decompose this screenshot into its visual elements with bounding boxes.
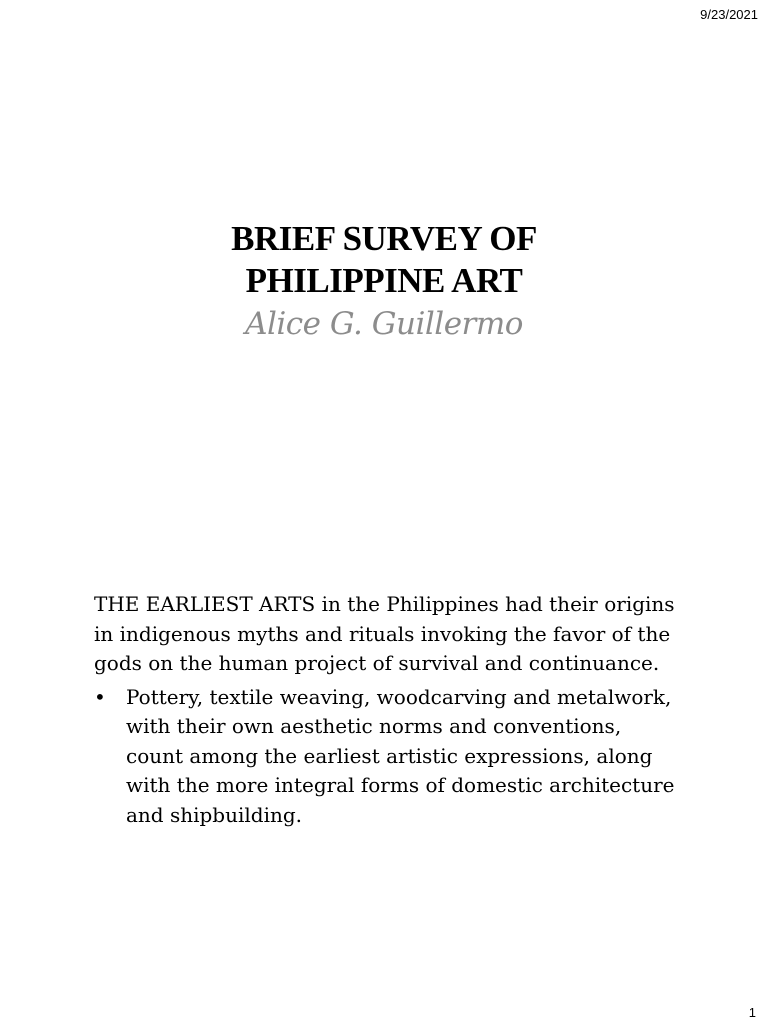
slide-body <box>94 590 684 830</box>
slide-title <box>0 218 768 302</box>
bullet-marker: • <box>94 684 106 709</box>
slide-date: 9/23/2021 <box>700 7 758 22</box>
bullet-item <box>94 683 684 831</box>
slide-title-line-1: BRIEF SURVEY OF <box>231 219 537 258</box>
bullet-list <box>94 683 684 831</box>
author-name: Alice G. Guillermo <box>245 306 523 342</box>
page-number: 1 <box>748 1005 756 1020</box>
bullet-text: Pottery, textile weaving, woodcarving and metalwork, with their own aesthetic norms and conventions, count among the earliest artistic expressions, along with the more integral forms of domestic architecture and shipbuilding. <box>126 684 675 827</box>
intro-paragraph: THE EARLIEST ARTS in the Philippines had their origins in indigenous myths and rituals invoking the favor of the gods on the human project of survival and continuance. <box>94 592 675 675</box>
slide-title-line-2: PHILIPPINE ART <box>245 261 523 300</box>
